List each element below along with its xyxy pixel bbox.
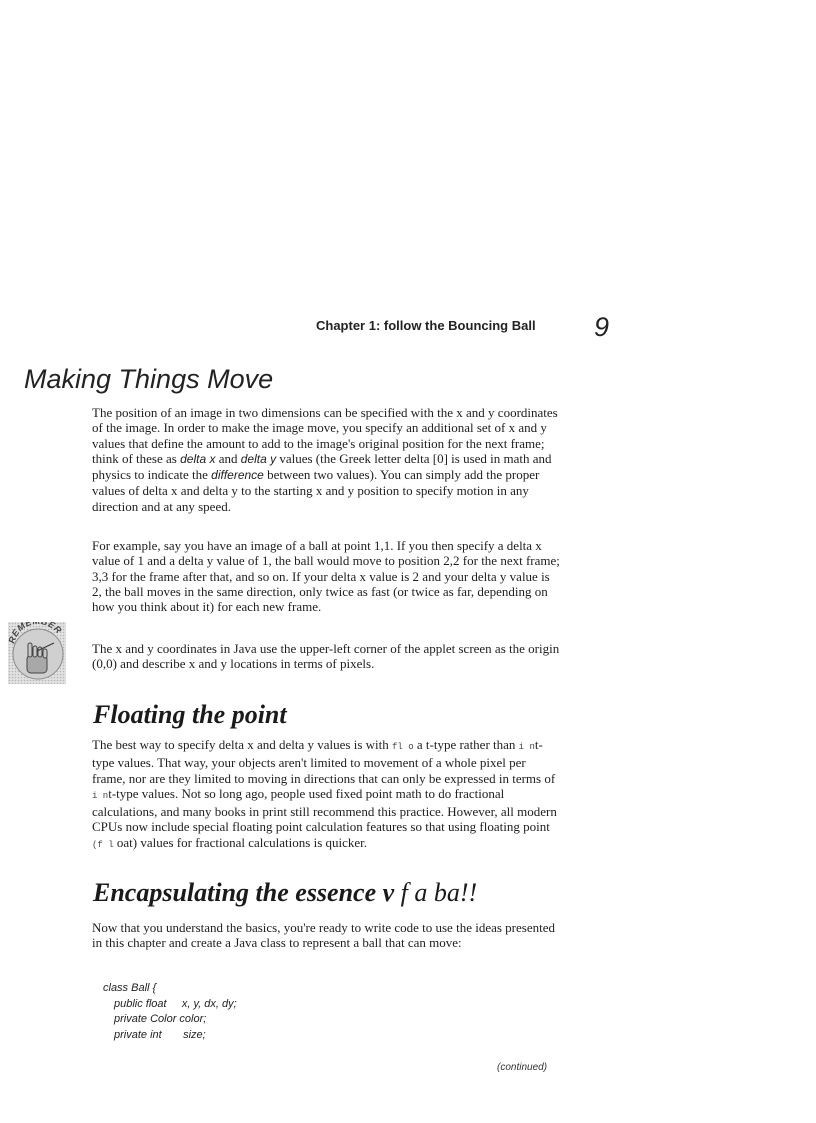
chapter-header: Chapter 1: follow the Bouncing Ball: [316, 318, 536, 333]
section-title-making-things-move: Making Things Move: [24, 364, 274, 394]
paragraph-floating-point: [92, 737, 562, 853]
page-number: 9: [594, 312, 610, 342]
section-title-encapsulating-ball: [93, 878, 477, 908]
text-run: The best way to specify delta x and delta y values is with: [92, 737, 393, 752]
code-line: private int size;: [114, 1028, 206, 1041]
paragraph-coordinates-origin: The x and y coordinates in Java use the upper-left corner of the applet screen as the origin (0,0) and describe x and y locations in terms of pixels.: [92, 641, 560, 672]
text-run: t-type values. Not so long ago, people used fixed point math to do fractional calculations, and many books in print still recommend this practice. However, all modern CPUs now include special floating point calculation features so that using floating point: [92, 785, 557, 835]
text-run: The position of an image in two dimensions can be specified with the x and y coordinates of the image. In order to make the image move, you specify an additional set of x and y values that define the amount to add to the image's original position for the next frame; think of these as: [92, 405, 558, 466]
text-run: t-type values. That way, your objects aren't limited to movement of a whole pixel per frame, nor are they limited to moving in directions that can only be expressed in terms of: [92, 737, 556, 786]
code-line: public float x, y, dx, dy;: [114, 997, 237, 1010]
continued-marker: (continued): [497, 1062, 548, 1073]
emphasis-difference: difference: [211, 468, 264, 483]
code-line: private Color color;: [114, 1013, 207, 1025]
remember-icon-label: EME ER: [9, 622, 64, 639]
text-run: between two values). You can simply add the proper values of delta x and delta y to the starting x and y position to specify motion in any direction and at any speed.: [92, 467, 540, 514]
section-title-part: Encapsulating the essence v: [93, 878, 401, 907]
section-title-part: f a ba!!: [400, 878, 478, 907]
code-float-fragment: fl o: [392, 742, 414, 752]
code-line: class Ball {: [103, 982, 157, 994]
code-int-fragment: i n: [92, 790, 109, 801]
code-float-fragment: (f l: [92, 839, 114, 850]
text-run: oat) values for fractional calculations is quicker.: [113, 834, 368, 850]
emphasis-delta-x: delta x: [180, 451, 216, 466]
paragraph-ball-intro: Now that you understand the basics, you're ready to write code to use the ideas presented in this chapter and create a Java class to represent a ball that can move:: [92, 920, 555, 951]
text-run: and: [215, 450, 241, 466]
code-listing: [103, 981, 237, 1043]
text-run: a t-type rather than: [413, 737, 519, 752]
paragraph-ball-example: For example, say you have an image of a ball at point 1,1. If you then specify a delta x value of 1 and a delta y value of 1, the ball would move to position 2,2 for the next frame; 3,3 for the frame after that, and so on. If your delta x value is 2 and your delta y value is 2, the ball moves in the same direction, only twice as fast (or twice as far, depending on how you think about it) for each new frame.: [92, 538, 560, 615]
remember-icon-graphic: [8, 622, 66, 684]
code-int-fragment: i n: [518, 742, 535, 752]
paragraph-position-delta: [92, 405, 562, 514]
text-run: values (the Greek letter delta [0] is used in math and physics to indicate the: [92, 450, 552, 483]
emphasis-delta-y: delta y: [240, 451, 277, 466]
remember-icon: [8, 622, 66, 684]
section-title-floating-point: Floating the point: [93, 700, 287, 729]
